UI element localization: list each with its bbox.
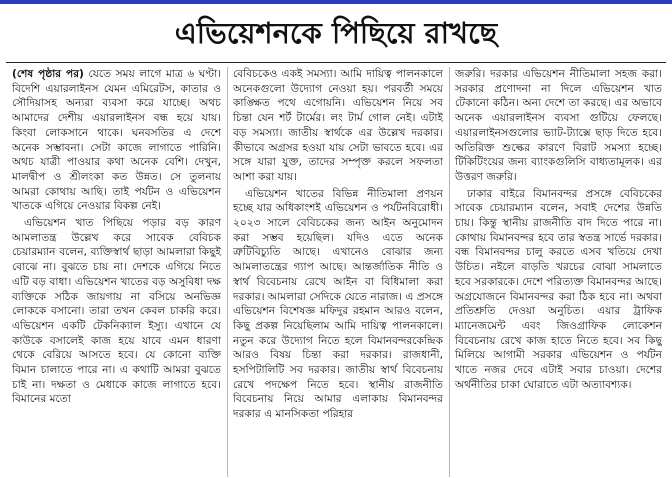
paragraph: এভিয়েশন খাত পিছিয়ে পড়ার বড় কারণ আমলাতন্ত্র উল্লেখ করে সাবেক বেবিচক চেয়ারম্যান বলেন, ব্যক্তিস্বার্থ ছাড়া আমলারা কিছুই বোঝে না। বুঝতে চায় না। দেশকে এগিয়ে নিতে এটি বড় বাধা। এভিয়েশন খাতের বড় অসুবিধা দক্ষ ব্যক্তিকে সঠিক জায়গায় না বসিয়ে অনভিজ্ঞ লোককে বসানো। তারা তখন কেবল চাকরি করে। এভিয়েশন একটি টেকনিক্যাল ইস্যু। এখানে যে কাউকে বসালেই কাজ হয়ে যাবে এমন ধারণা থেকে বেরিয়ে আসতে হবে। যে কোনো ব্যক্তি বিমান চালাতে পারে না। এ কথাটি আমরা বুঝতে চাই না। দক্ষতা ও মেধাকে কাজে লাগাতে হবে। বিমানের মতো xyxy=(12,217,221,406)
paragraph: বেবিচকেও একই সমস্যা। আমি দায়িত্ব পালনকালে অনেকগুলো উদ্যোগ নেওয়া হয়। পরবর্তী সময়ে কাঙ্ক্ষিত পথে এগোয়নি। এভিয়েশন নিয়ে সব চিন্তা যেন শর্ট টার্মের। লং টার্ম গোল নেই। এটাই বড় সমস্যা। জাতীয় স্বার্থকে এর উল্লেখ দরকার। কীভাবে অগ্রসর হওয়া যায় সেটা ভাবতে হবে। এর সঙ্গে যারা যুক্ত, তাদের সম্পৃক্ত করলে সফলতা আশা করা যায়। xyxy=(233,68,443,183)
article-column-2 xyxy=(233,67,443,475)
article-column-1 xyxy=(12,67,221,475)
paragraph xyxy=(12,67,221,214)
column-divider xyxy=(449,67,450,477)
paragraph: ঢাকার বাইরে বিমানবন্দর প্রসঙ্গে বেবিচকের সাবেক চেয়ারম্যান বলেন, সবাই দেশের উন্নতি চায়। কিন্তু স্থানীয় রাজনীতি বাদ দিতে পারে না। কোথায় বিমানবন্দর হবে তার স্বতন্ত্র সার্ভে দরকার। বন্ধ বিমানবন্দর চালু করতে এসব খতিয়ে দেখা উচিত। নইলে বাড়তি খরচের বোঝা সামলাতে হবে সরকারকে। দেশে পরিত্যক্ত বিমানবন্দর আছে। অগ্রযোজনে বিমানবন্দর করা ঠিক হবে না। অথবা প্রতিশ্রুতি দেওয়া অনুচিত। এয়ার ট্রাফিক ম্যানেজমেন্ট এবং জিওগ্রাফিক লোকেশন বিবেচনায় রেখে কাজ হাতে নিতে হবে। সব কিছু মিলিয়ে আগামী সরকার এভিয়েশন ও পর্যটন খাতে নজর দেবে এটাই সবার চাওয়া। দেশের অর্থনীতির চাকা ঘোরাতে এটা অত্যাবশ্যক। xyxy=(455,187,662,391)
paragraph-text: যেতে সময় লাগে মাত্র ৬ ঘণ্টা। বিদেশি এয়ারলাইনস যেমন এমিরেটস, কাতার ও সৌদিয়াসহ অন্যরা ব্যবসা করে যাচ্ছে। অথচ আমাদের দেশীয় এয়ারলাইনস বন্ধ হয়ে যায়। কিংবা লোকসানে থাকে। ঘনবসতির এ দেশে অনেক সম্ভাবনা। সেটা কাজে লাগাতে পারিনি। অথচ যাত্রী পাওয়ার কথা অনেক বেশি। দেখুন, মালদ্বীপ ও শ্রীলংকা কত উন্নত। সে তুলনায় আমরা কোথায় আছি। তাই পর্যটন ও এভিয়েশন খাতকে এগিয়ে নেওয়ার বিকল্প নেই। xyxy=(12,68,221,213)
paragraph: জরুরি। দরকার এভিয়েশন নীতিমালা সহজ করা। সরকার প্রণোদনা না দিলে এভিয়েশন খাত টেকানো কঠিন। অন্য দেশে তা করছে। এর অভাবে অনেক এয়ারলাইনস ব্যবসা গুটিয়ে ফেলছে। এয়ারলাইনসগুলোর ভ্যাট-ট্যাক্সে ছাড় দিতে হবে। অতিরিক্ত শুল্কের কারণে বিরাট সমস্যা হচ্ছে। টিকিটিংয়ের জন্য ব্যাংকগুলিসি বাধ্যতামূলক। এর উত্তরণ জরুরি। xyxy=(455,68,662,183)
column-divider xyxy=(227,67,228,477)
article-headline: এভিয়েশনকে পিছিয়ে রাখছে xyxy=(174,16,498,50)
continuation-tag: (শেষ পৃষ্ঠার পর) xyxy=(12,68,84,80)
article-body xyxy=(6,62,666,478)
paragraph: এভিয়েশন খাতের বিভিন্ন নীতিমালা প্রণয়ন হচ্ছে যার অধিকাংশই এভিয়েশন ও পর্যটনবিরোধী। ২০২৩ সালে বেবিচকের জন্য আইন অনুমোদন করা সম্ভব হয়েছিল। যদিও এতে অনেক ত্রুটিবিচ্যুতি আছে। এখানেও বোঝার জন্য আমলাতন্ত্রের গ্যাপ আছে। আন্তর্জাতিক নীতি ও স্বার্থ বিবেচনায় রেখে আইন বা বিধিমালা করা দরকার। আমলারা সেদিকে যেতে নারাজ। এ প্রসঙ্গে এভিয়েশন বিশেষজ্ঞ মফিদুর রহমান আরও বলেন, কিছু প্রকল্প নিয়েছিলাম আমি দায়িত্ব পালনকালে। নতুন করে উদ্যোগ নিতে হলে বিমানবন্দরকেন্দ্রিক আরও বিষয় চিন্তা করা দরকার। রাজধানী, হসপিটালিটি সব দরকার। জাতীয় স্বার্থ বিবেচনায় রেখে পদক্ষেপ নিতে হবে। স্থানীয় রাজনীতি বিবেচনায় নিয়ে আমার এলাকায় বিমানবন্দর দরকার এ মানসিকতা পরিহার xyxy=(233,187,443,421)
article-column-3 xyxy=(455,67,662,475)
top-accent-bar xyxy=(0,0,672,4)
